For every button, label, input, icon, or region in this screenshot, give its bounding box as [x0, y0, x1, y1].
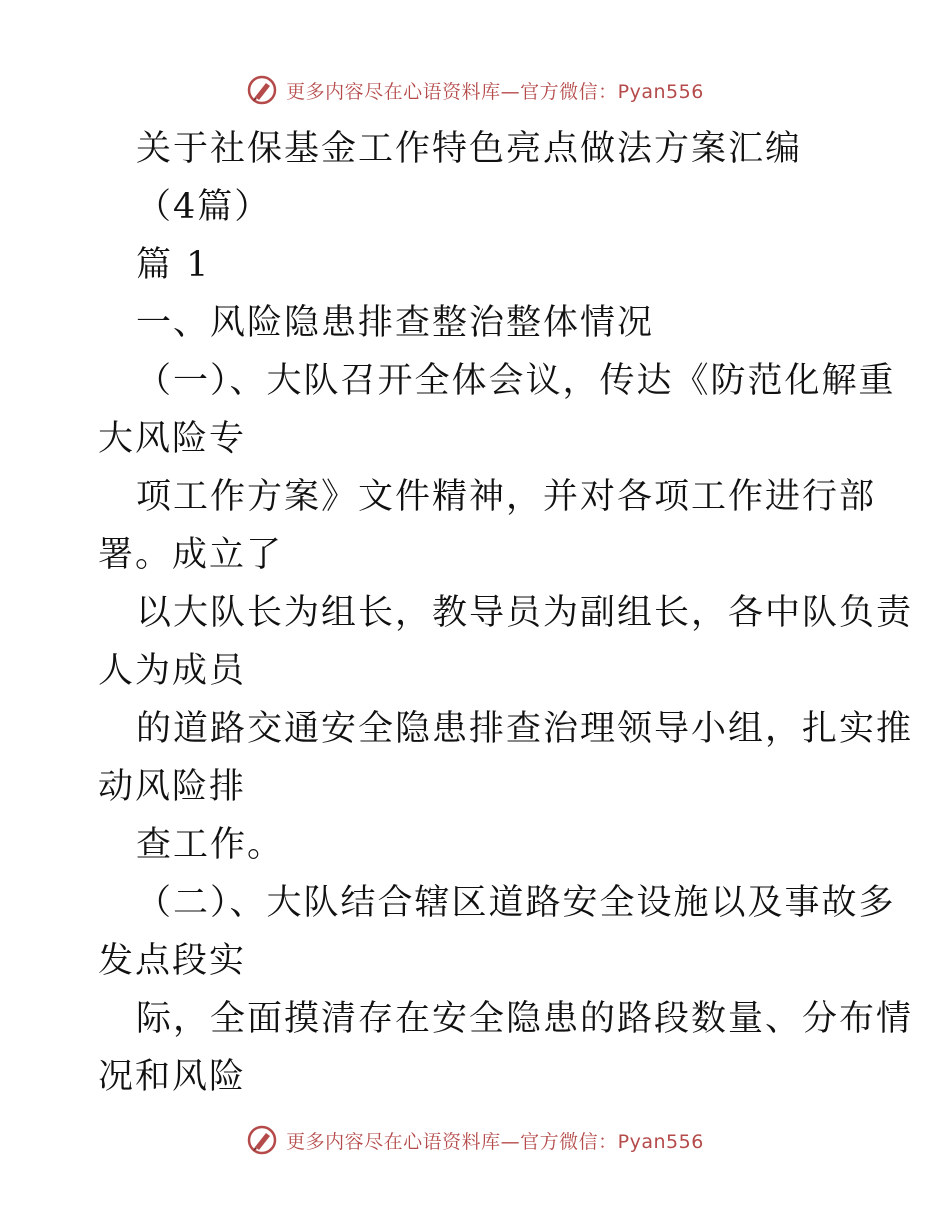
- paragraph-line: 以大队长为组长，教导员为副组长，各中队负责: [136, 593, 914, 633]
- header-banner-text: 更多内容尽在心语资料库—官方微信：Pyan556: [286, 80, 704, 103]
- pen-seal-icon: [246, 1124, 278, 1156]
- paragraph-line: 项工作方案》文件精神，并对各项工作进行部: [136, 477, 877, 517]
- paragraph-line: （一）、大队召开全体会议，传达《防范化解重: [136, 361, 896, 401]
- document-title: 关于社保基金工作特色亮点做法方案汇编: [136, 129, 803, 169]
- paragraph-line: 查工作。: [136, 825, 285, 865]
- footer-banner-text: 更多内容尽在心语资料库—官方微信：Pyan556: [286, 1130, 704, 1153]
- paragraph-line: 署。成立了: [98, 535, 284, 575]
- document-subtitle: （4篇）: [136, 187, 272, 227]
- paragraph-line: 动风险排: [98, 767, 247, 807]
- paragraph-line: 大风险专: [98, 419, 247, 459]
- paragraph-line: 际，全面摸清存在安全隐患的路段数量、分布情: [136, 999, 914, 1039]
- footer-banner: [0, 1120, 950, 1160]
- paragraph-line: 况和风险: [98, 1057, 247, 1097]
- paragraph-line: 发点段实: [98, 941, 247, 981]
- paragraph-line: （二）、大队结合辖区道路安全设施以及事故多: [136, 883, 896, 923]
- chapter-heading: 一、风险隐患排查整治整体情况: [136, 303, 655, 343]
- section-heading: 篇 1: [136, 245, 211, 285]
- header-banner: [0, 70, 950, 110]
- paragraph-line: 的道路交通安全隐患排查治理领导小组，扎实推: [136, 709, 914, 749]
- pen-seal-icon: [246, 74, 278, 106]
- paragraph-line: 人为成员: [98, 651, 247, 691]
